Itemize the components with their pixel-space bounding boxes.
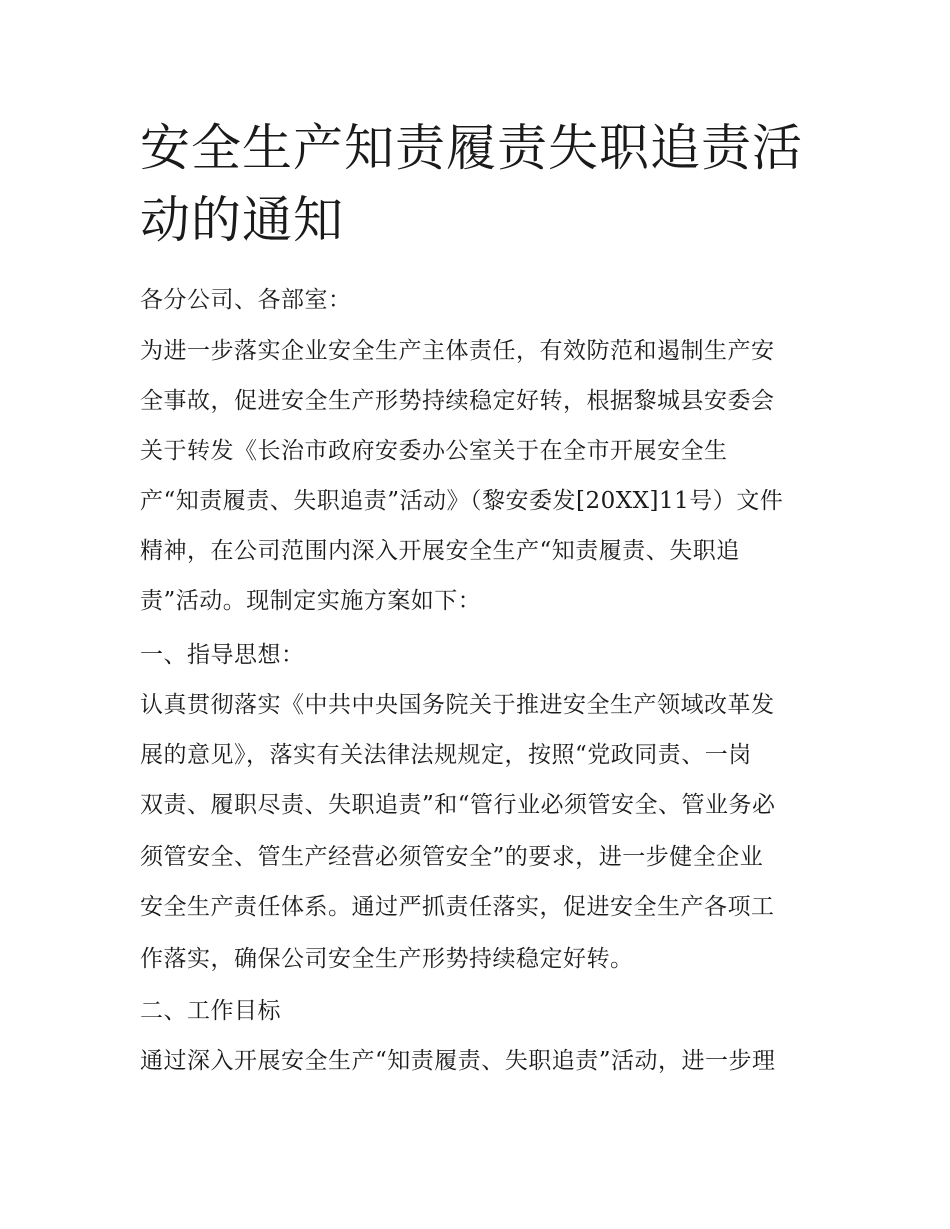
body-line: 责”活动。现制定实施方案如下：	[140, 588, 482, 614]
section-heading: 二、工作目标	[140, 998, 281, 1024]
title-line: 动的通知	[140, 191, 344, 249]
body-line: 通过深入开展安全生产“知责履责、失职追责”活动，进一步理	[140, 1048, 776, 1074]
document-title	[140, 112, 820, 256]
body-line: 安全生产责任体系。通过严抓责任落实，促进安全生产各项工	[140, 894, 775, 920]
salutation: 各分公司、各部室：	[140, 287, 352, 313]
body-line: 作落实，确保公司安全生产形势持续稳定好转。	[140, 946, 634, 972]
body-line: 产“知责履责、失职追责”活动》（黎安委发[20XX]11号）文件	[140, 488, 784, 514]
body-line: 双责、履职尽责、失职追责”和“管行业必须管安全、管业务必	[140, 792, 776, 818]
body-line: 关于转发《长治市政府安委办公室关于在全市开展安全生	[140, 438, 728, 464]
body-line: 认真贯彻落实《中共中央国务院关于推进安全生产领域改革发	[140, 692, 775, 718]
body-line: 展的意见》，落实有关法律法规规定，按照“党政同责、一岗	[140, 742, 752, 768]
body-line: 全事故，促进安全生产形势持续稳定好转，根据黎城县安委会	[140, 388, 775, 414]
section-heading: 一、指导思想：	[140, 642, 305, 668]
body-line: 为进一步落实企业安全生产主体责任，有效防范和遏制生产安	[140, 338, 775, 364]
body-line: 须管安全、管生产经营必须管安全”的要求，进一步健全企业	[140, 844, 764, 870]
body-line: 精神，在公司范围内深入开展安全生产“知责履责、失职追	[140, 538, 740, 564]
title-line: 安全生产知责履责失职追责活	[140, 119, 803, 177]
